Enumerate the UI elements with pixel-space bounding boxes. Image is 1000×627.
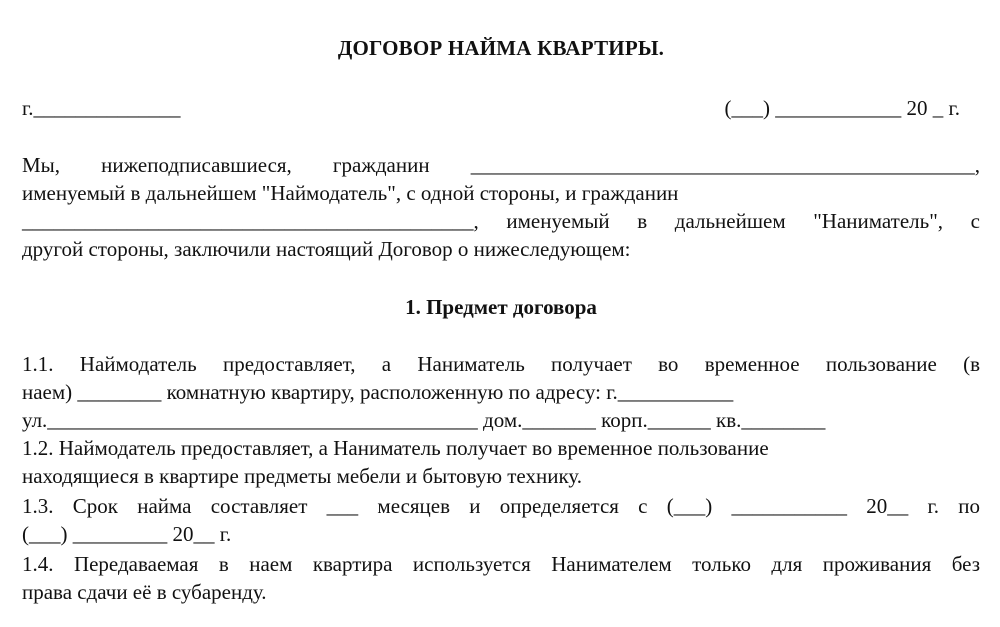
clause-1-2-line-2: находящиеся в квартире предметы мебели и бытовую технику. (22, 464, 583, 488)
document-title: ДОГОВОР НАЙМА КВАРТИРЫ. (337, 36, 665, 60)
city-line: г.______________ (22, 96, 181, 120)
clause-1-4-line-1: 1.4. Передаваемая в наем квартира используется Нанимателем только для проживания без (22, 552, 980, 576)
clause-1-4-line-2: права сдачи её в субаренду. (22, 580, 267, 604)
section-1-heading: 1. Предмет договора (405, 295, 597, 319)
clause-1-3-line-1: 1.3. Срок найма составляет ___ месяцев и определяется с (___) ___________ 20__ г. по (22, 494, 980, 518)
intro-line-1: Мы, нижеподписавшиеся, гражданин ________________________________________________, (22, 153, 980, 177)
clause-1-1-line-3: ул._________________________________________ дом._______ корп.______ кв.________ (22, 408, 826, 432)
intro-line-2: именуемый в дальнейшем "Наймодатель", с одной стороны, и гражданин (22, 181, 679, 205)
clause-1-2-line-1: 1.2. Наймодатель предоставляет, а Наниматель получает во временное пользование (22, 436, 769, 460)
intro-line-3: ___________________________________________, именуемый в дальнейшем "Наниматель", с (22, 209, 980, 233)
clause-1-1-line-1: 1.1. Наймодатель предоставляет, а Наниматель получает во временное пользование (в (22, 352, 980, 376)
clause-1-1-line-2: наем) ________ комнатную квартиру, расположенную по адресу: г.___________ (22, 380, 734, 404)
date-line: (___) ____________ 20 _ г. (724, 96, 960, 120)
clause-1-3-line-2: (___) _________ 20__ г. (22, 522, 232, 546)
intro-line-4: другой стороны, заключили настоящий Договор о нижеследующем: (22, 237, 631, 261)
